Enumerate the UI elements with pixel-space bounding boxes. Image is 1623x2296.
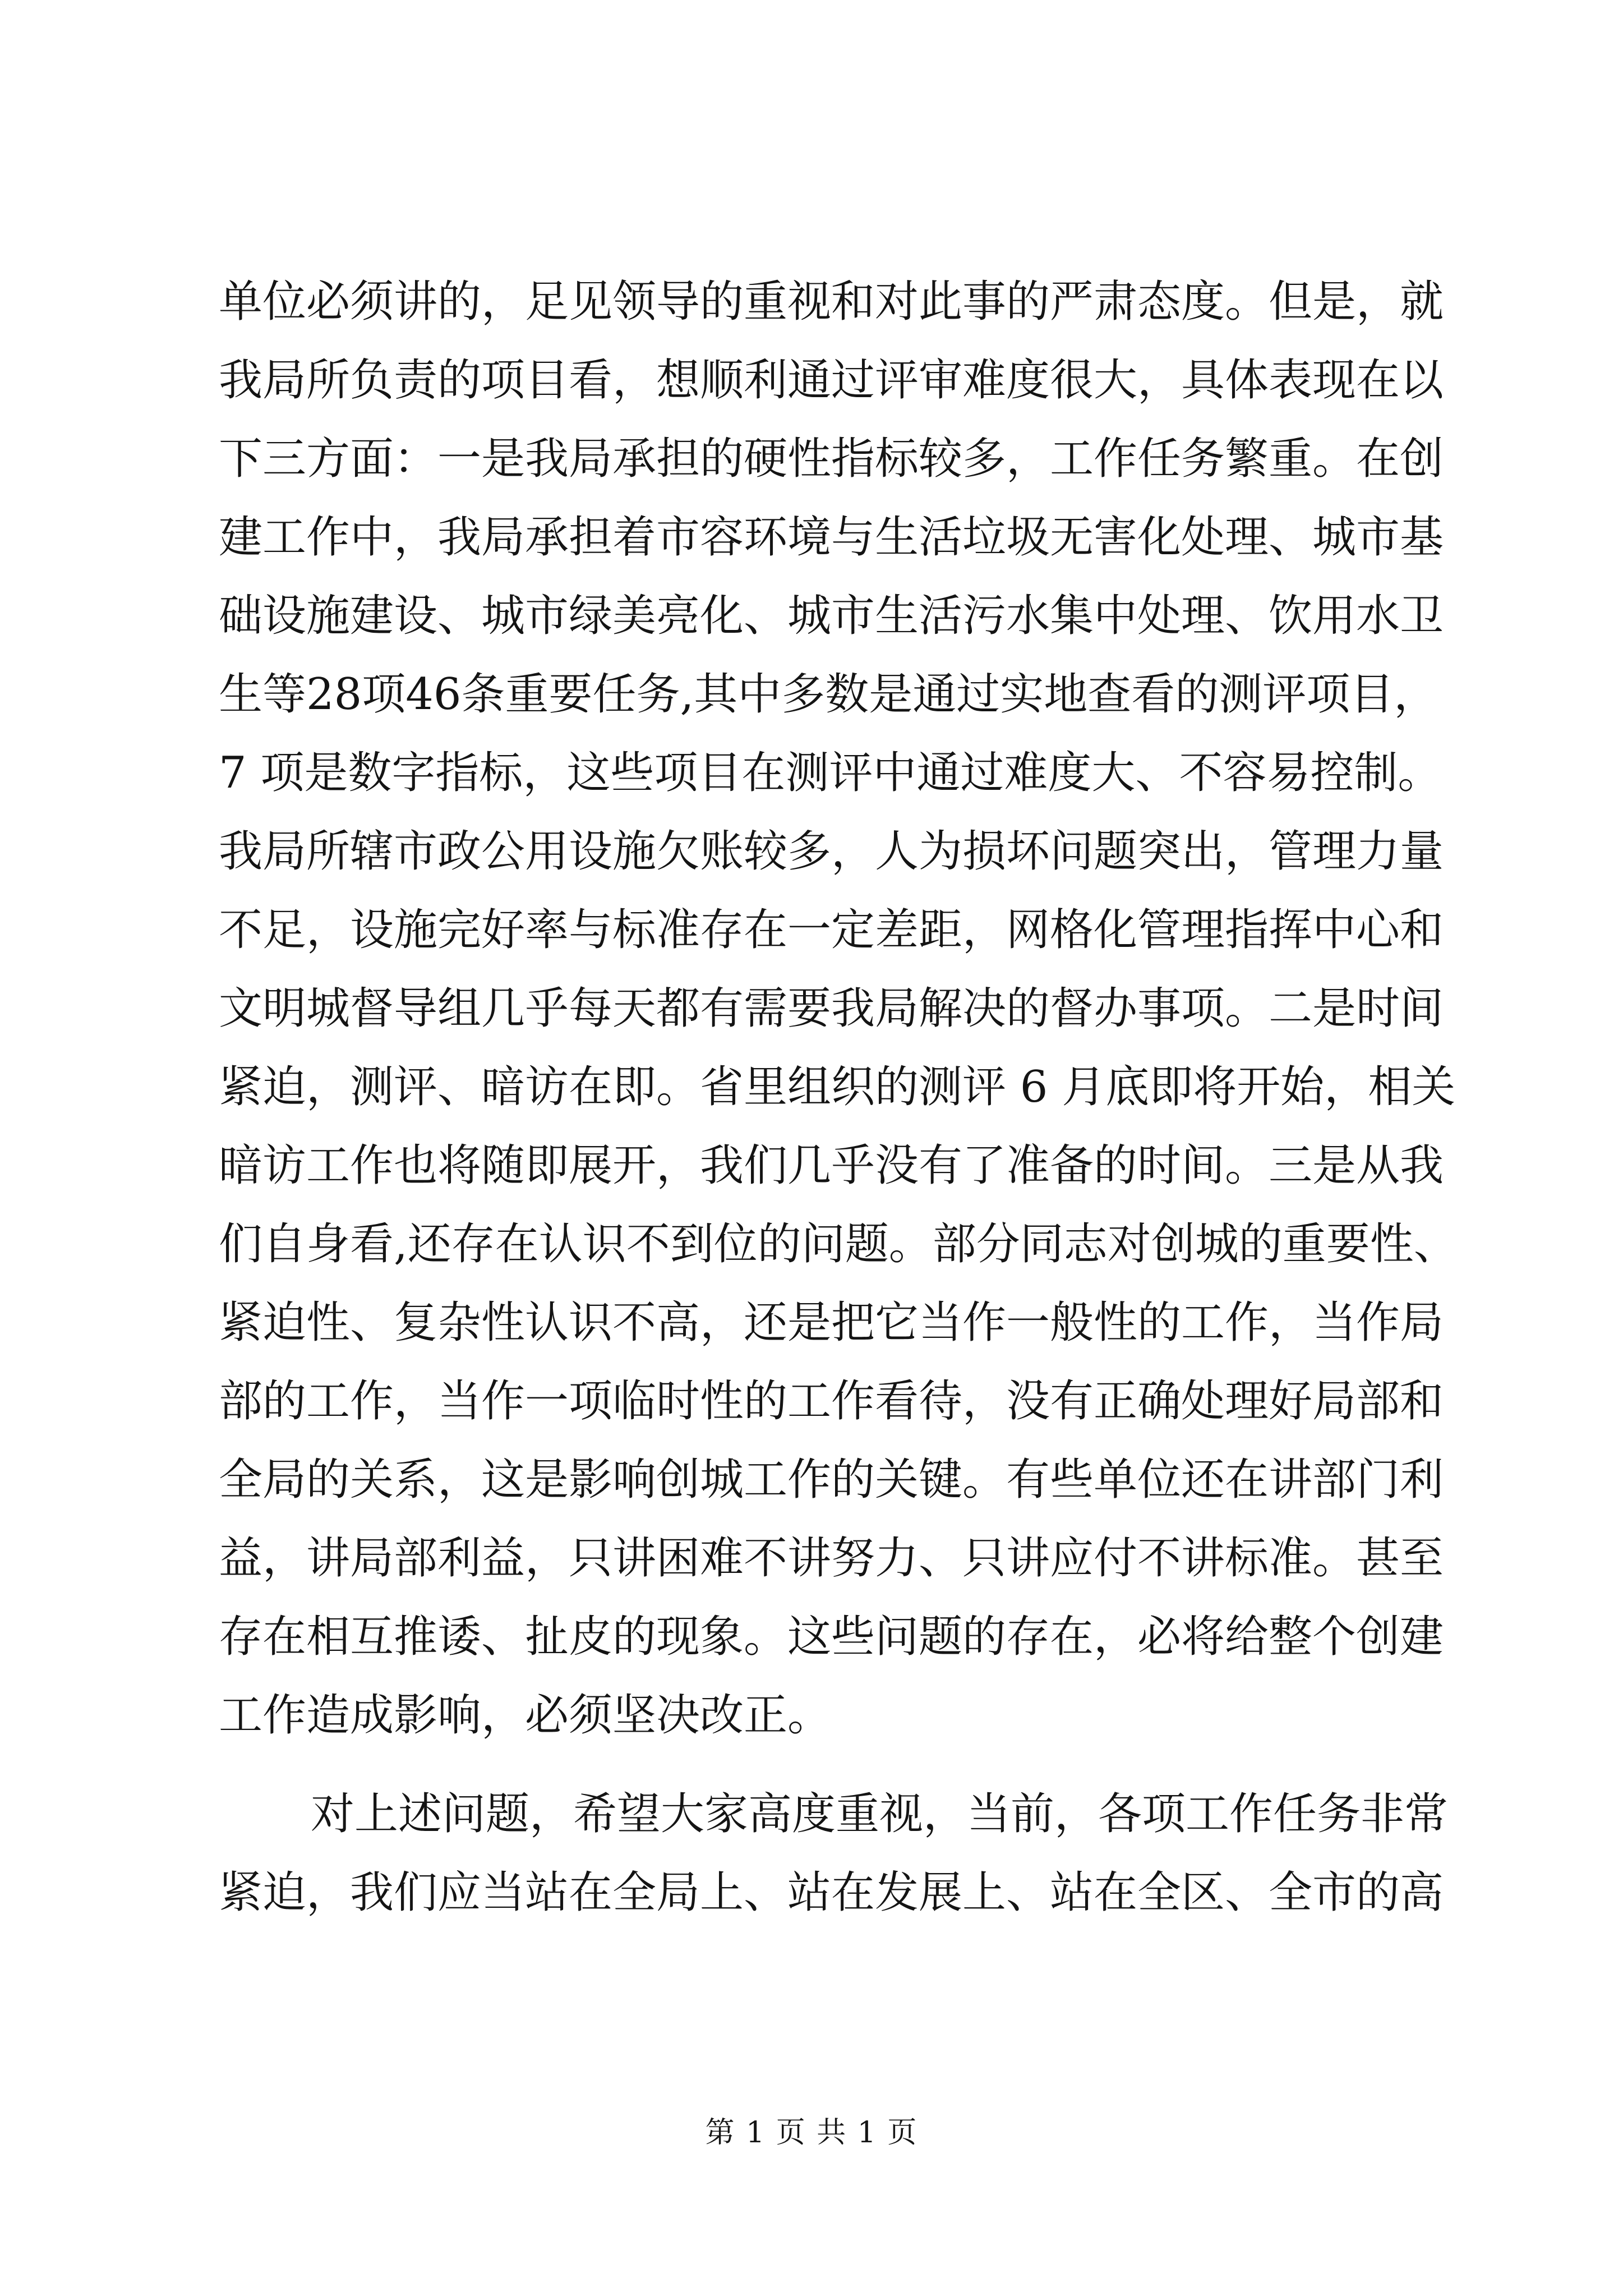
- text-line: 紧迫，测评、暗访在即。省里组织的测评 6 月底即将开始，相关: [219, 1062, 1456, 1112]
- text-line: 对上述问题，希望大家高度重视，当前，各项工作任务非常: [311, 1789, 1449, 1839]
- text-line: 紧迫，我们应当站在全局上、站在发展上、站在全区、全市的高: [219, 1867, 1444, 1918]
- text-line: 础设施建设、城市绿美亮化、城市生活污水集中处理、饮用水卫: [219, 591, 1444, 641]
- text-line: 们自身看,还存在认识不到位的问题。部分同志对创城的重要性、: [219, 1219, 1458, 1269]
- text-line: 全局的关系，这是影响创城工作的关键。有些单位还在讲部门利: [219, 1455, 1444, 1505]
- text-line: 文明城督导组几乎每天都有需要我局解决的督办事项。二是时间: [219, 983, 1444, 1034]
- text-line: 不足，设施完好率与标准存在一定差距，网格化管理指挥中心和: [219, 905, 1444, 955]
- text-line: 生等28项46条重要任务,其中多数是通过实地查看的测评项目，: [219, 669, 1438, 720]
- text-line: 暗访工作也将随即展开，我们几乎没有了准备的时间。三是从我: [219, 1140, 1444, 1191]
- text-line: 我局所辖市政公用设施欠账较多，人为损坏问题突出，管理力量: [219, 826, 1444, 877]
- text-line: 存在相互推诿、扯皮的现象。这些问题的存在，必将给整个创建: [219, 1612, 1444, 1662]
- body-text: [219, 263, 1458, 1932]
- text-line: 益，讲局部利益，只讲困难不讲努力、只讲应付不讲标准。甚至: [219, 1533, 1444, 1584]
- text-line: 下三方面：一是我局承担的硬性指标较多，工作任务繁重。在创: [219, 434, 1444, 484]
- text-line: 部的工作，当作一项临时性的工作看待，没有正确处理好局部和: [219, 1376, 1444, 1427]
- page-footer: [0, 2110, 1623, 2155]
- page-number: 第 1 页 共 1 页: [705, 2116, 918, 2150]
- text-line: 我局所负责的项目看，想顺利通过评审难度很大，具体表现在以: [219, 355, 1444, 406]
- text-line: 单位必须讲的，足见领导的重视和对此事的严肃态度。但是，就: [219, 277, 1444, 327]
- text-line: 工作造成影响，必须坚决改正。: [219, 1690, 832, 1741]
- paragraph-2: [219, 1775, 1449, 1932]
- text-line: 建工作中，我局承担着市容环境与生活垃圾无害化处理、城市基: [219, 512, 1444, 563]
- paragraph-1: [219, 263, 1458, 1755]
- text-line: 7 项是数字指标，这些项目在测评中通过难度大、不容易控制。: [219, 748, 1442, 798]
- paragraph-spacer: [219, 1755, 1413, 1775]
- text-line: 紧迫性、复杂性认识不高，还是把它当作一般性的工作，当作局: [219, 1297, 1444, 1348]
